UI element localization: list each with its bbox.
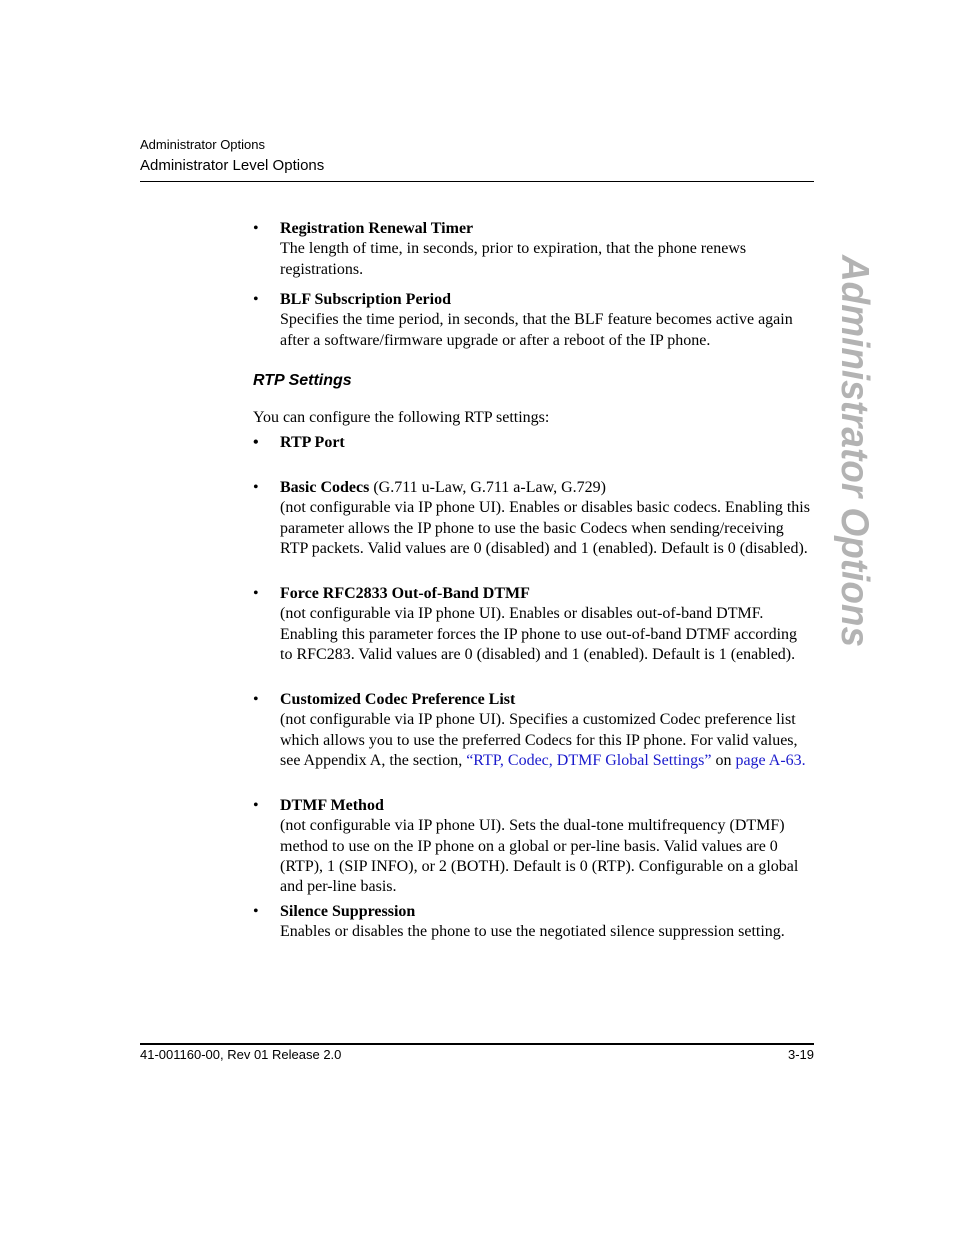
- bullet-glyph: •: [253, 291, 259, 308]
- item-description: The length of time, in seconds, prior to expiration, that the phone renews registrations.: [280, 240, 747, 278]
- item-title: BLF Subscription Period: [280, 291, 451, 308]
- bullet-glyph: •: [253, 903, 259, 920]
- item-description: (not configurable via IP phone UI). Sets the dual-tone multifrequency (DTMF) method to use on the IP phone on a global or per-line basis. Valid values are 0 (RTP), 1 (SIP INFO), or 2 (BOTH). Default is 0 (RTP). Configurable on a global and per-line basis.: [280, 817, 799, 896]
- item-title: DTMF Method: [280, 797, 384, 814]
- list-item: [253, 584, 813, 665]
- item-title: Silence Suppression: [280, 903, 416, 920]
- list-item: [253, 690, 813, 771]
- side-tab: [808, 255, 876, 669]
- item-description-text: (not configurable via IP phone UI). Specifies a customized Codec preference list which allows you to use the preferred Codecs for this IP phone. For valid values, see Appendix A, the section,: [280, 711, 798, 769]
- running-header-section: Administrator Level Options: [140, 157, 325, 174]
- section-intro: You can configure the following RTP settings:: [253, 409, 550, 426]
- section-heading: RTP Settings: [253, 372, 352, 389]
- header-rule: [140, 181, 814, 182]
- list-item: [253, 433, 813, 453]
- item-title: Force RFC2833 Out-of-Band DTMF: [280, 585, 530, 602]
- bullet-glyph: •: [253, 691, 259, 708]
- item-title-suffix: (G.711 u-Law, G.711 a-Law, G.729): [369, 479, 606, 496]
- item-description-text: .: [801, 751, 806, 769]
- bullet-glyph: •: [253, 797, 259, 814]
- page-cross-reference-link[interactable]: page A-63: [735, 751, 802, 769]
- page-number: 3-19: [787, 1047, 814, 1062]
- bullet-glyph: •: [253, 220, 259, 237]
- item-description: Specifies the time period, in seconds, that the BLF feature becomes active again after a software/firmware upgrade or after a reboot of the IP phone.: [280, 311, 793, 349]
- side-tab-label: Administrator Options: [833, 255, 876, 669]
- bullet-glyph: •: [253, 585, 259, 602]
- bullet-glyph: •: [253, 479, 259, 496]
- list-item: [253, 290, 813, 351]
- list-item: [253, 796, 813, 897]
- item-description: Enables or disables the phone to use the negotiated silence suppression setting.: [280, 923, 785, 941]
- item-title: Basic Codecs: [280, 479, 370, 496]
- item-description: (not configurable via IP phone UI). Enables or disables basic codecs. Enabling this parameter allows the IP phone to use the basic Codecs when sending/receiving RTP packets. Valid values are 0 (disabled) and 1 (enabled). Default is 0 (disabled).: [280, 499, 810, 557]
- bullet-glyph: •: [253, 434, 259, 451]
- footer-document-id: 41-001160-00, Rev 01 Release 2.0: [140, 1047, 342, 1062]
- list-item: [253, 219, 813, 280]
- list-item: [253, 902, 813, 943]
- running-header-chapter: Administrator Options: [140, 137, 265, 152]
- item-description-text: on: [711, 751, 736, 769]
- item-title: Registration Renewal Timer: [280, 220, 474, 237]
- footer-rule: [140, 1043, 814, 1045]
- item-description: [280, 710, 813, 771]
- item-title: RTP Port: [280, 434, 345, 451]
- item-title: Customized Codec Preference List: [280, 691, 516, 708]
- item-description: (not configurable via IP phone UI). Enables or disables out-of-band DTMF. Enabling this parameter forces the IP phone to use out-of-band DTMF according to RFC283. Valid values are 0 (disabled) and 1 (enabled). Default is 1 (enabled).: [280, 605, 798, 663]
- section-cross-reference-link[interactable]: “RTP, Codec, DTMF Global Settings”: [466, 751, 712, 769]
- list-item: [253, 478, 813, 559]
